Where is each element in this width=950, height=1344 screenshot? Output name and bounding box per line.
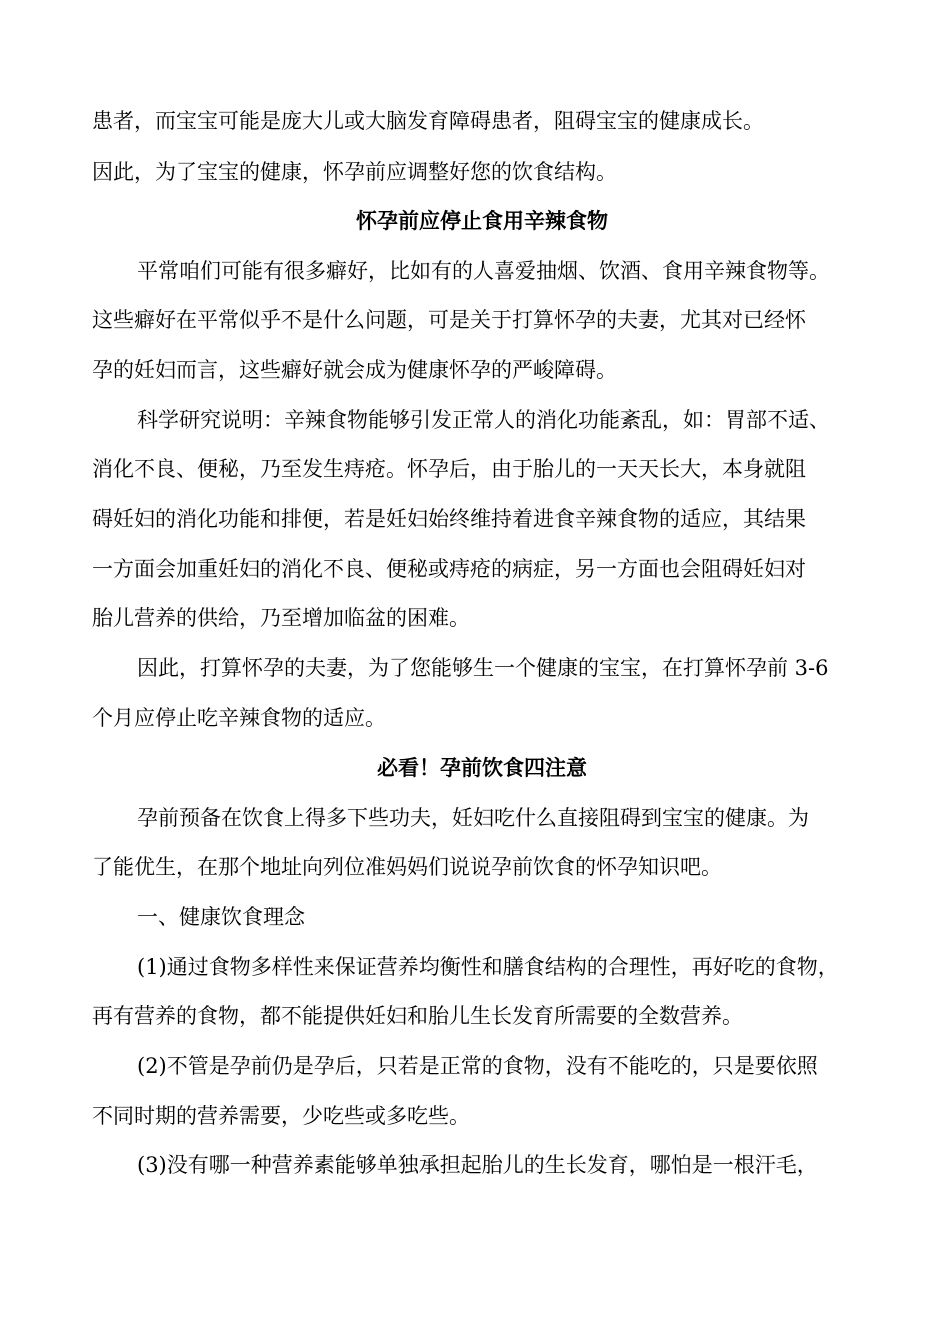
list-item-line: (3)没有哪一种营养素能够单独承担起胎儿的生长发育，哪怕是一根汗毛， xyxy=(137,1153,818,1177)
paragraph-line: 孕的妊妇而言，这些癖好就会成为健康怀孕的严峻障碍。 xyxy=(92,358,617,382)
section-heading-spicy-food: 怀孕前应停止食用辛辣食物 xyxy=(356,208,608,233)
paragraph-line: 科学研究说明：辛辣食物能够引发正常人的消化功能紊乱，如：胃部不适、 xyxy=(137,408,830,432)
paragraph-line: 平常咱们可能有很多癖好，比如有的人喜爱抽烟、饮酒、食用辛辣食物等。 xyxy=(137,259,830,283)
list-item-line: (1)通过食物多样性来保证营养均衡性和膳食结构的合理性，再好吃的食物， xyxy=(137,955,839,979)
paragraph-line: 碍妊妇的消化功能和排便，若是妊妇始终维持着进食辛辣食物的适应，其结果 xyxy=(92,507,806,531)
subheading: 一、健康饮食理念 xyxy=(137,905,305,929)
section-heading-four-notes: 必看！孕前饮食四注意 xyxy=(377,755,587,780)
paragraph-line: 孕前预备在饮食上得多下些功夫，妊妇吃什么直接阻碍到宝宝的健康。为 xyxy=(137,806,809,830)
paragraph-line: 这些癖好在平常似乎不是什么问题，可是关于打算怀孕的夫妻，尤其对已经怀 xyxy=(92,308,806,332)
paragraph-line: 了能优生，在那个地址向列位准妈妈们说说孕前饮食的怀孕知识吧。 xyxy=(92,855,722,879)
list-item-line: (2)不管是孕前仍是孕后，只若是正常的食物，没有不能吃的，只是要依照 xyxy=(137,1054,818,1078)
paragraph-line: 一方面会加重妊妇的消化不良、便秘或痔疮的病症，另一方面也会阻碍妊妇对 xyxy=(92,557,806,581)
paragraph-line: 胎儿营养的供给，乃至增加临盆的困难。 xyxy=(92,606,470,630)
paragraph-line: 因此，打算怀孕的夫妻，为了您能够生一个健康的宝宝，在打算怀孕前 3-6 xyxy=(137,656,829,680)
paragraph-line: 消化不良、便秘，乃至发生痔疮。怀孕后，由于胎儿的一天天长大，本身就阻 xyxy=(92,457,806,481)
intro-line-1: 患者，而宝宝可能是庞大儿或大脑发育障碍患者，阻碍宝宝的健康成长。 xyxy=(92,109,764,133)
list-item-line: 再有营养的食物，都不能提供妊妇和胎儿生长发育所需要的全数营养。 xyxy=(92,1004,743,1028)
paragraph-line: 个月应停止吃辛辣食物的适应。 xyxy=(92,706,386,730)
list-item-line: 不同时期的营养需要，少吃些或多吃些。 xyxy=(92,1104,470,1128)
intro-line-2: 因此，为了宝宝的健康，怀孕前应调整好您的饮食结构。 xyxy=(92,160,617,184)
